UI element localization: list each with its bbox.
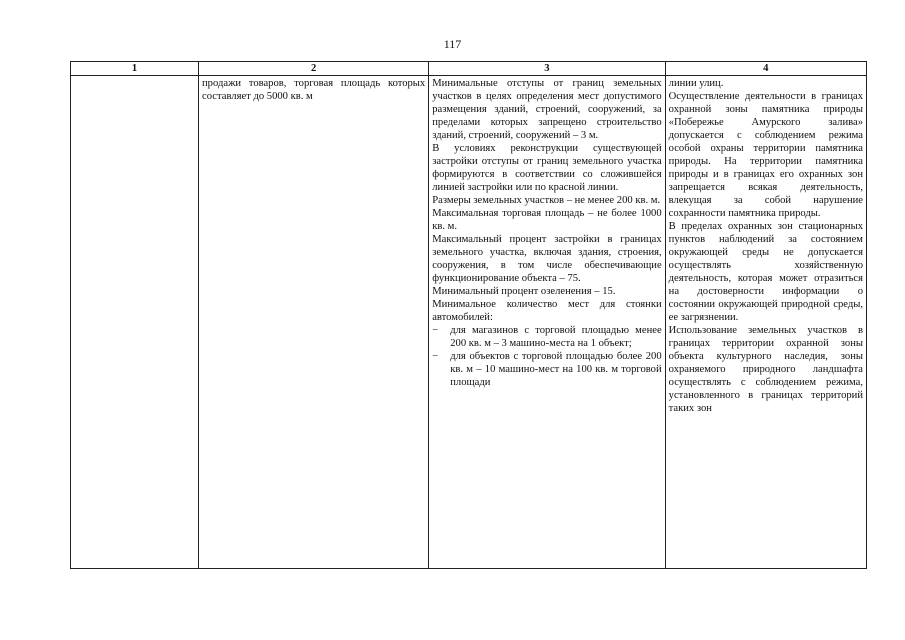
- col4-paragraph: линии улиц.: [668, 78, 724, 89]
- col3-paragraph: Минимальные отступы от границ земельных участков в целях определения мест допустимого размещения зданий, строений, сооружений, за пределами которых запрещено строительство зданий, строений, сооружений – 3 м.: [432, 78, 662, 141]
- cell-col-3: [429, 76, 665, 569]
- col3-paragraph: В условиях реконструкции существующей застройки отступы от границ земельного участка формируются в соответствии со сложившейся линией застройки или по красной линии.: [432, 143, 662, 193]
- col3-paragraph: Размеры земельных участков – не менее 200 кв. м.: [432, 195, 661, 206]
- header-col-3: 3: [429, 62, 665, 76]
- dash-marker: −: [432, 325, 439, 336]
- col4-paragraph: Использование земельных участков в границах территории охранной зоны объекта культурного наследия, зоны охраняемого природного ландшафта осуществлять с соблюдением режима, установленного в границах территорий таких зон: [668, 325, 863, 414]
- col3-paragraph: Максимальная торговая площадь – не более 1000 кв. м.: [432, 208, 662, 232]
- page-number: 117: [443, 37, 462, 51]
- col2-text: продажи товаров, торговая площадь которых составляет до 5000 кв. м: [202, 78, 426, 102]
- col3-paragraph: Минимальный процент озеленения – 15.: [432, 286, 616, 297]
- dash-marker: −: [432, 351, 439, 362]
- header-col-1: 1: [71, 62, 199, 76]
- col4-paragraph: Осуществление деятельности в границах охранной зоны памятника природы «Побережье Амурского залива» допускается с соблюдением режима особой охраны территории памятника природы. На территории памятника природы и в границах его охранных зон запрещается всякая деятельность, влекущая за собой нарушение сохранности памятника природы.: [668, 91, 863, 219]
- list-item: [432, 324, 661, 350]
- cell-col-2: [199, 76, 429, 569]
- table-header-row: [71, 62, 867, 76]
- cell-col-1: [71, 76, 199, 569]
- header-col-2: 2: [199, 62, 429, 76]
- cell-col-4: [665, 76, 866, 569]
- col4-paragraph: В пределах охранных зон стационарных пунктов наблюдений за состоянием окружающей среды не допускается осуществлять хозяйственную деятельность, которая может отразиться на достоверности информации о состоянии окружающей природной среды, ее загрязнении.: [668, 221, 863, 323]
- parking-list: [432, 324, 661, 389]
- col3-paragraph: Минимальное количество мест для стоянки автомобилей:: [432, 299, 662, 323]
- regulations-table: [70, 61, 867, 569]
- table-row: [71, 76, 867, 569]
- col3-paragraph: Максимальный процент застройки в границах земельного участка, включая здания, строения, сооружения, в том числе обеспечивающие функционирование объекта – 75.: [432, 234, 662, 284]
- list-item: [432, 350, 661, 389]
- header-col-4: 4: [665, 62, 866, 76]
- list-item-text: для объектов с торговой площадью более 200 кв. м – 10 машино-мест на 100 кв. м торговой площади: [450, 351, 662, 388]
- list-item-text: для магазинов с торговой площадью менее 200 кв. м – 3 машино-места на 1 объект;: [450, 325, 662, 349]
